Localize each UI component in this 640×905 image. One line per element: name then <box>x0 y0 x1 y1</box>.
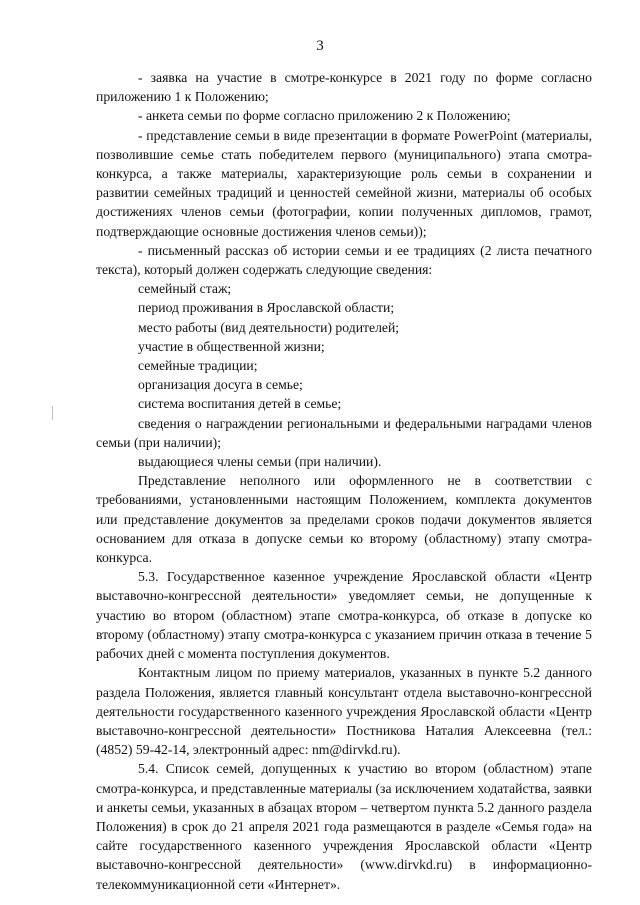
paragraph-5-3: 5.3. Государственное казенное учреждение Ярославской области «Центр выставочно-конгрессной деятельности» уведомляет семьи, не допущенные к участию во втором (областном) этапе смотра-конкурса, об отказе в допуске ко второму (областному) этапу смотра-конкурса с указанием причин отказа в течение 5 рабочих дней с момента поступления документов. <box>96 569 592 662</box>
list-item: семейный стаж; <box>138 281 232 297</box>
paragraph-refusal: Представление неполного или оформленного не в соответствии с требованиями, установленными настоящим Положением, комплекта документов или представление документов за пределами сроков подачи документов является основанием для отказа в допуске семьи ко второму (областному) этапу смотра-конкурса. <box>96 473 592 566</box>
list-item: организация досуга в семье; <box>138 377 303 393</box>
paragraph-contact: Контактным лицом по приему материалов, указанных в пункте 5.2 данного раздела Положения, является главный консультант отдела выставочно-конгрессной деятельности государственного казенного учреждения Ярославской области «Центр выставочно-конгрессной деятельности» Постникова Наталия Алексеевна (тел.: (4852) 59-42-14, электронный адрес: nm@dirvkd.ru). <box>96 665 592 758</box>
page-number: 3 <box>316 38 324 54</box>
margin-mark <box>52 406 53 420</box>
bullet-presentation: - представление семьи в виде презентации в формате PowerPoint (материалы, позволившие семье стать победителем первого (муниципального) этапа смотра-конкурса, а также материалы, характеризующие роль семьи в сохранении и развитии семейных традиций и ценностей семейной жизни, материалы об особых достижениях членов семьи (фотографии, копии полученных дипломов, грамот, подтверждающие основные достижения членов семьи)); <box>96 127 592 239</box>
list-item: система воспитания детей в семье; <box>138 396 342 412</box>
list-item: место работы (вид деятельности) родителей; <box>138 319 400 335</box>
list-item: сведения о награждении региональными и федеральными наградами членов семьи (при наличии); <box>96 415 592 450</box>
document-body <box>96 68 592 894</box>
bullet-written-story: - письменный рассказ об истории семьи и ее традициях (2 листа печатного текста), который должен содержать следующие сведения: <box>96 242 592 278</box>
list-item: семейные традиции; <box>138 358 258 374</box>
list-item: выдающиеся члены семьи (при наличии). <box>138 454 382 470</box>
bullet-application: - заявка на участие в смотре-конкурсе в 2021 году по форме согласно приложению 1 к Положению; <box>96 70 592 105</box>
story-requirements-list <box>96 279 592 471</box>
paragraph-5-4: 5.4. Список семей, допущенных к участию во втором (областном) этапе смотра-конкурса, и представленные материалы (за исключением ходатайства, заявки и анкеты семьи, указанных в абзацах втором – четвертом пункта 5.2 данного раздела Положения) в срок до 21 апреля 2021 года размещаются в разделе «Семья года» на сайте государственного казенного учреждения Ярославской области «Центр выставочно-конгрессной деятельности» (www.dirvkd.ru) в информационно-телекоммуникационной сети «Интернет». <box>96 761 592 892</box>
list-item: участие в общественной жизни; <box>138 338 325 354</box>
list-item: период проживания в Ярославской области; <box>138 300 395 316</box>
bullet-questionnaire: - анкета семьи по форме согласно приложению 2 к Положению; <box>138 108 511 124</box>
